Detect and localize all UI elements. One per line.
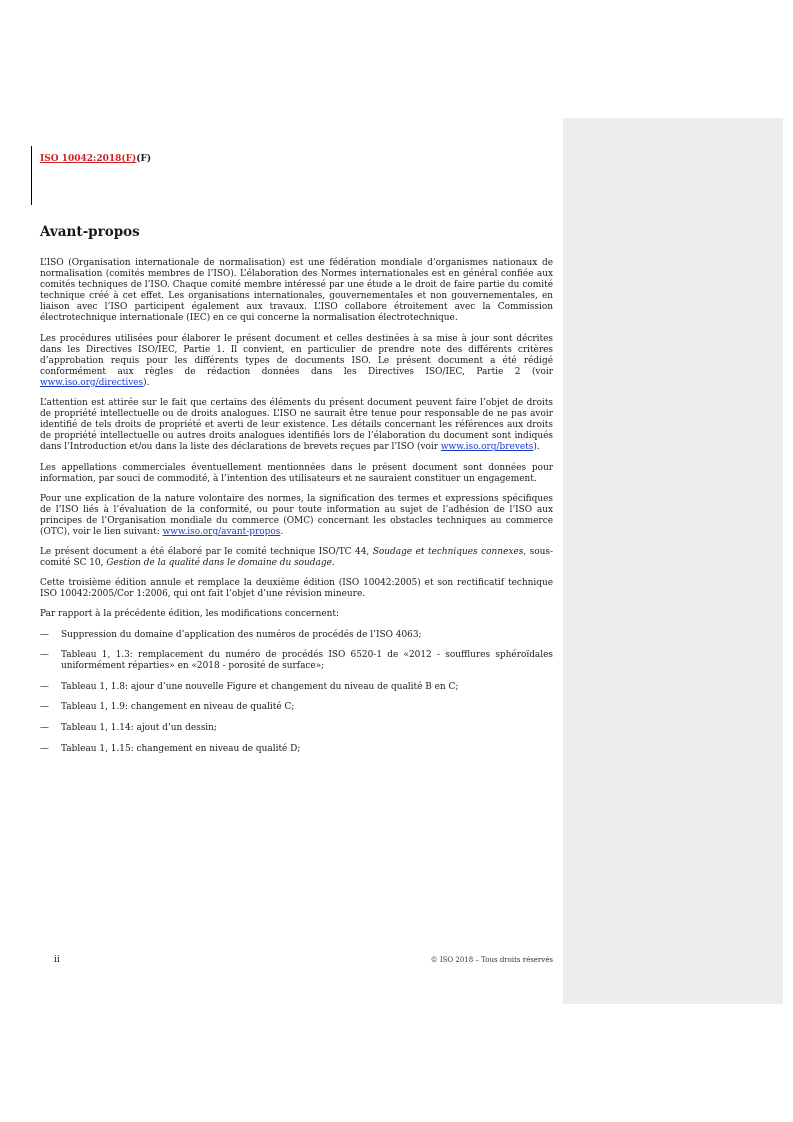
revision-change-bar [31,146,32,205]
paragraph-edition: Cette troisième édition annule et remplace la deuxième édition (ISO 10042:2005) et son rectificatif technique ISO 10042:2005/Cor 1:2006, qui ont fait l’objet d’une révision mineure. [40,578,553,600]
paragraph-trade-names: Les appellations commerciales éventuellement mentionnées dans le présent document sont données pour information, par souci de commodité, à l’intention des utilisateurs et ne sauraient constituer un engagement. [40,462,553,484]
foreword-link[interactable]: www.iso.org/avant-propos [162,526,281,537]
paragraph-procedures: Les procédures utilisées pour élaborer le présent document et celles destinées à sa mise à jour sont décrites dans les Directives ISO/IEC, Partie 1. Il convient, en particulier de prendre note des différents critères d’approbation requis pour les différents types de documents ISO. Le présent document a été rédigé conformément aux règles de rédaction données dans les Directives ISO/IEC, Partie 2 (voir www.iso.org/directives). [40,333,553,388]
paragraph-committee: Le présent document a été élaboré par le comité technique ISO/TC 44, Soudage et techniques connexes, sous-comité SC 10, Gestion de la qualité dans le domaine du soudage. [40,547,553,569]
page-number: ii [54,955,60,965]
list-item: — Tableau 1, 1.3: remplacement du numéro de procédés ISO 6520-1 de «2012 - soufflures sphéroïdales uniformément réparties» en «2018 - porosité de surface»; [40,650,553,672]
paragraph-organisation: L’ISO (Organisation internationale de normalisation) est une fédération mondiale d’organismes nationaux de normalisation (comités membres de l’ISO). L’élaboration des Normes internationales est en général confiée aux comités techniques de l’ISO. Chaque comité membre intéressé par une étude a le droit de faire partie du comité technique créé à cet effet. Les organisations internationales, gouvernementales et non gouvernementales, en liaison avec l’ISO participent également aux travaux. L’ISO collabore étroitement avec la Commission électrotechnique internationale (IEC) en ce qui concerne la normalisation électrotechnique. [40,258,553,324]
document-reference-header [40,154,151,164]
paragraph-changes-intro: Par rapport à la précédente édition, les modifications concernent: [40,609,340,620]
document-reference-suffix: (F) [136,154,152,164]
document-body [40,258,553,764]
directives-link[interactable]: www.iso.org/directives [40,377,144,388]
list-item: — Tableau 1, 1.14: ajout d’un dessin; [40,723,217,733]
page-title: Avant-propos [40,224,140,240]
document-reference-link[interactable]: ISO 10042:2018(F) [40,154,137,164]
list-item: — Tableau 1, 1.8: ajour d’une nouvelle Figure et changement du niveau de qualité B en C; [40,681,459,692]
paragraph-voluntary-nature: Pour une explication de la nature volontaire des normes, la signification des termes et expressions spécifiques de l’ISO liés à l’évaluation de la conformité, ou pour toute information au sujet de l’adhésion de l’ISO aux principes de l’Organisation mondiale du commerce (OMC) concernant les obstacles techniques au commerce (OTC), voir le lien suivant: www.iso.org/avant-propos. [40,493,553,537]
comment-pane [563,118,783,1004]
paragraph-patents: L’attention est attirée sur le fait que certains des éléments du présent document peuvent faire l’objet de droits de propriété intellectuelle ou de droits analogues. L’ISO ne saurait être tenue pour responsable de ne pas avoir identifié de tels droits de propriété et averti de leur existence. Les détails concernant les références aux droits de propriété intellectuelle ou autres droits analogues identifiés lors de l’élaboration du document sont indiqués dans l’Introduction et/ou dans la liste des déclarations de brevets reçues par l’ISO (voir www.iso.org/brevets). [40,398,553,453]
changes-list [40,630,553,755]
list-item: — Tableau 1, 1.15: changement en niveau de qualité D; [40,743,301,754]
list-item: — Tableau 1, 1.9: changement en niveau de qualité C; [40,702,295,713]
copyright-notice: © ISO 2018 – Tous droits réservés [430,956,553,964]
list-item: — Suppression du domaine d’application des numéros de procédés de l’ISO 4063; [40,629,422,640]
patents-link[interactable]: www.iso.org/brevets [440,442,534,453]
